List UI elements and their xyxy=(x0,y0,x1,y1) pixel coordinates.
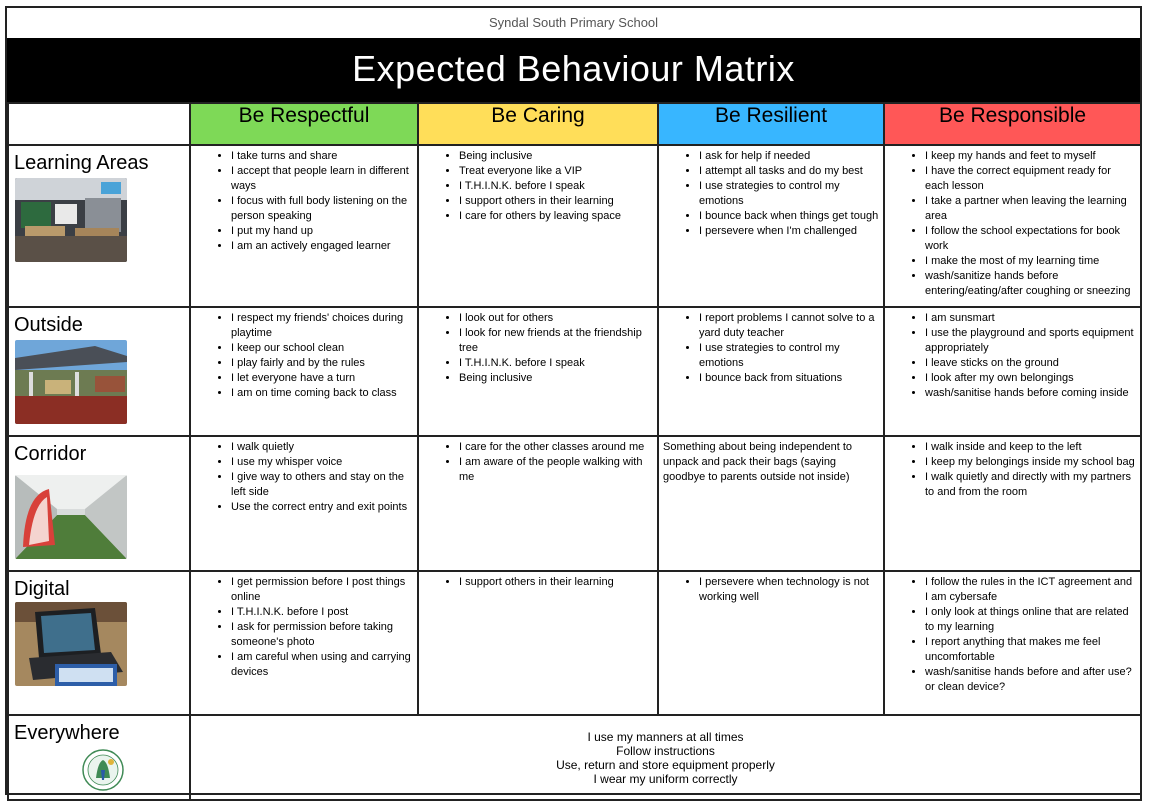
behaviour-item: • I am an actively engaged learner xyxy=(231,239,413,254)
area-title: Learning Areas xyxy=(14,152,149,174)
column-header-respectful: Be Respectful xyxy=(190,103,418,145)
behaviour-item: • I use strategies to control my emotions xyxy=(699,341,879,371)
column-header-responsible: Be Responsible xyxy=(884,103,1141,145)
behaviour-item: • I walk inside and keep to the left xyxy=(925,440,1136,455)
row-label-learning-areas xyxy=(8,145,190,307)
learning-caring-list xyxy=(419,146,657,224)
behaviour-item: • I report anything that makes me feel uncomfortable xyxy=(925,635,1136,665)
behaviour-item: • wash/sanitize hands before entering/eating/after coughing or sneezing xyxy=(925,269,1136,299)
behaviour-item: • I am aware of the people walking with me xyxy=(459,455,653,485)
row-label-corridor xyxy=(8,436,190,571)
area-title: Outside xyxy=(14,314,83,336)
laptop-photo xyxy=(15,602,127,686)
school-name: Syndal South Primary School xyxy=(488,15,659,30)
corridor-respectful-list xyxy=(191,437,417,515)
behaviour-item: • I get permission before I post things online xyxy=(231,575,413,605)
behaviour-item: • I attempt all tasks and do my best xyxy=(699,164,879,179)
corridor-responsible-list xyxy=(885,437,1140,500)
digital-caring-list xyxy=(419,572,657,590)
behaviour-item: • I respect my friends' choices during playtime xyxy=(231,311,413,341)
behaviour-item: • I leave sticks on the ground xyxy=(925,356,1136,371)
behaviour-item: • I am sunsmart xyxy=(925,311,1136,326)
behaviour-item: • I walk quietly and directly with my partners to and from the room xyxy=(925,470,1136,500)
behaviour-item: • I play fairly and by the rules xyxy=(231,356,413,371)
everywhere-line: Use, return and store equipment properly xyxy=(556,757,775,772)
behaviour-item: • I keep our school clean xyxy=(231,341,413,356)
outside-responsible-list xyxy=(885,308,1140,401)
behaviour-item: • wash/sanitise hands before and after use? or clean device? xyxy=(925,665,1136,695)
behaviour-item: • I take turns and share xyxy=(231,149,413,164)
behaviour-item: • I follow the rules in the ICT agreement and I am cybersafe xyxy=(925,575,1136,605)
behaviour-item: • I take a partner when leaving the learning area xyxy=(925,194,1136,224)
behaviour-item: • I T.H.I.N.K. before I speak xyxy=(459,356,653,371)
outside-respectful-list xyxy=(191,308,417,401)
behaviour-item: • I support others in their learning xyxy=(459,194,653,209)
behaviour-item: • I keep my hands and feet to myself xyxy=(925,149,1136,164)
behaviour-item: • I use strategies to control my emotions xyxy=(699,179,879,209)
behaviour-item: • Treat everyone like a VIP xyxy=(459,164,653,179)
corridor-photo xyxy=(15,475,127,559)
behaviour-item: • I give way to others and stay on the left side xyxy=(231,470,413,500)
behaviour-item: • I persevere when I'm challenged xyxy=(699,224,879,239)
digital-resilient-list xyxy=(659,572,883,605)
behaviour-item: • I look for new friends at the friendship tree xyxy=(459,326,653,356)
behaviour-item: • I support others in their learning xyxy=(459,575,653,590)
behaviour-item: • I ask for help if needed xyxy=(699,149,879,164)
area-title: Everywhere xyxy=(14,722,120,744)
behaviour-item: • I report problems I cannot solve to a yard duty teacher xyxy=(699,311,879,341)
area-title: Corridor xyxy=(14,443,87,465)
classroom-photo xyxy=(15,178,127,262)
behaviour-item: • I use my whisper voice xyxy=(231,455,413,470)
behaviour-item: • I walk quietly xyxy=(231,440,413,455)
behaviour-item: • wash/sanitise hands before coming inside xyxy=(925,386,1136,401)
learning-resilient-list xyxy=(659,146,883,239)
corner-cell xyxy=(8,103,190,145)
row-label-digital xyxy=(8,571,190,715)
column-header-caring: Be Caring xyxy=(418,103,658,145)
row-label-everywhere xyxy=(8,715,190,800)
behaviour-item: • I bounce back when things get tough xyxy=(699,209,879,224)
corridor-caring-list xyxy=(419,437,657,485)
behaviour-item: • I care for the other classes around me xyxy=(459,440,653,455)
school-logo xyxy=(81,748,125,792)
matrix-table xyxy=(7,102,1142,801)
outside-caring-list xyxy=(419,308,657,386)
learning-responsible-list xyxy=(885,146,1140,299)
behaviour-item: • I ask for permission before taking someone's photo xyxy=(231,620,413,650)
everywhere-line: I wear my uniform correctly xyxy=(593,771,738,786)
behaviour-item: • I only look at things online that are related to my learning xyxy=(925,605,1136,635)
behaviour-item: • I look out for others xyxy=(459,311,653,326)
behaviour-item: • I bounce back from situations xyxy=(699,371,879,386)
playground-photo xyxy=(15,340,127,424)
behaviour-item: • I care for others by leaving space xyxy=(459,209,653,224)
behaviour-item: • I make the most of my learning time xyxy=(925,254,1136,269)
outside-resilient-list xyxy=(659,308,883,386)
digital-responsible-list xyxy=(885,572,1140,695)
behaviour-item: • I T.H.I.N.K. before I post xyxy=(231,605,413,620)
behaviour-item: • I am on time coming back to class xyxy=(231,386,413,401)
everywhere-line: I use my manners at all times xyxy=(587,729,744,744)
behaviour-item: • Being inclusive xyxy=(459,371,653,386)
behaviour-item: • I have the correct equipment ready for each lesson xyxy=(925,164,1136,194)
behaviour-item: • I use the playground and sports equipment appropriately xyxy=(925,326,1136,356)
behaviour-item: • I persevere when technology is not working well xyxy=(699,575,879,605)
row-label-outside xyxy=(8,307,190,436)
behaviour-item: • I let everyone have a turn xyxy=(231,371,413,386)
behaviour-item: • I look after my own belongings xyxy=(925,371,1136,386)
behaviour-item: • I follow the school expectations for book work xyxy=(925,224,1136,254)
behaviour-item: • Being inclusive xyxy=(459,149,653,164)
digital-respectful-list xyxy=(191,572,417,680)
corridor-resilient-text: Something about being independent to unpack and pack their bags (saying goodbye to parents outside not inside) xyxy=(663,441,852,483)
area-title: Digital xyxy=(14,578,70,600)
everywhere-cell xyxy=(190,715,1141,800)
learning-respectful-list xyxy=(191,146,417,254)
behaviour-item: • I focus with full body listening on the person speaking xyxy=(231,194,413,224)
behaviour-item: • I accept that people learn in different ways xyxy=(231,164,413,194)
everywhere-line: Follow instructions xyxy=(616,743,715,758)
behaviour-item: • I put my hand up xyxy=(231,224,413,239)
page-title: Expected Behaviour Matrix xyxy=(7,38,1140,102)
behaviour-item: • I keep my belongings inside my school bag xyxy=(925,455,1136,470)
column-header-resilient: Be Resilient xyxy=(658,103,884,145)
behaviour-item: • I am careful when using and carrying devices xyxy=(231,650,413,680)
behaviour-matrix-sheet xyxy=(5,6,1142,795)
behaviour-item: • I T.H.I.N.K. before I speak xyxy=(459,179,653,194)
behaviour-item: • Use the correct entry and exit points xyxy=(231,500,413,515)
